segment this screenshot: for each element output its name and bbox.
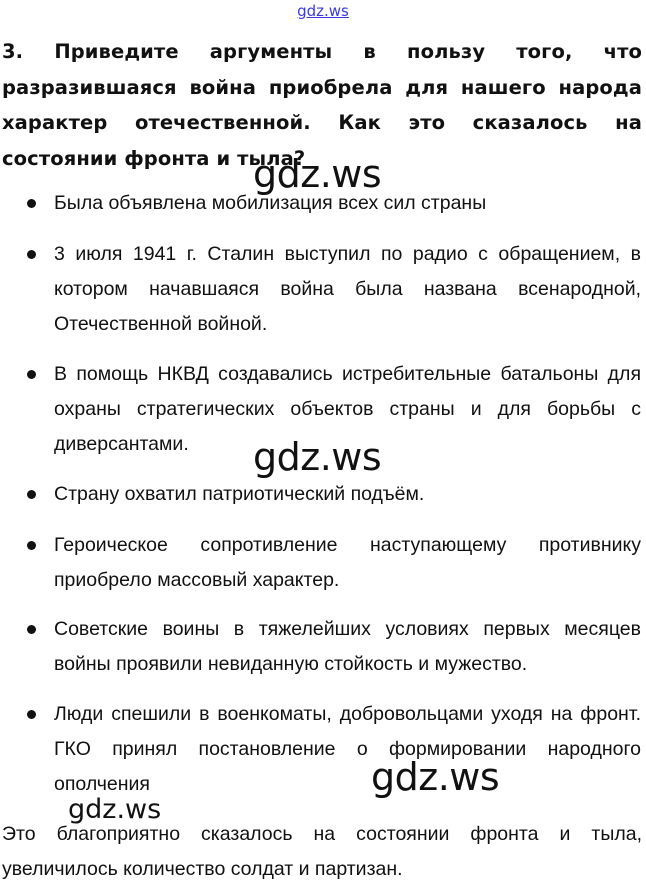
bullet-icon <box>27 199 36 208</box>
conclusion-text: Это благоприятно сказалось на состоянии фронта и тыла, увеличилось количество солдат и партизан. <box>2 823 642 880</box>
list-item-text: 3 июля 1941 г. Сталин выступил по радио с обращением, в котором начавшаяся война была названа всенародной, Отечественной войной. <box>54 243 641 335</box>
bullet-icon <box>27 541 36 550</box>
list-item-text: Героическое сопротивление наступающему противнику приобрело массовый характер. <box>54 534 641 591</box>
list-item-text: В помощь НКВД создавались истребительные батальоны для охраны стратегических объектов страны и для борьбы с диверсантами. <box>54 363 641 455</box>
list-item <box>54 612 641 682</box>
bullet-icon <box>27 710 36 719</box>
bullet-icon <box>27 370 36 379</box>
list-item-text: Советские воины в тяжелейших условиях первых месяцев войны проявили невиданную стойкость и мужество. <box>54 618 641 675</box>
watermark-1: gdz.ws <box>253 152 382 196</box>
watermark-2: gdz.ws <box>253 435 382 479</box>
watermark-4: gdz.ws <box>68 794 162 825</box>
list-item-text: Страну охватил патриотический подъём. <box>54 483 425 505</box>
list-item <box>54 186 641 221</box>
list-item <box>54 477 641 512</box>
list-item <box>54 528 641 598</box>
question-text: 3. Приведите аргументы в пользу того, что разразившаяся война приобрела для нашего народа характер отечественной. Как это сказалось на состоянии фронта и тыла? <box>2 40 642 170</box>
watermark-3: gdz.ws <box>371 755 500 799</box>
list-item <box>54 237 641 342</box>
bullet-icon <box>27 625 36 634</box>
watermark-top: gdz.ws <box>297 2 349 20</box>
bullet-icon <box>27 490 36 499</box>
bullet-icon <box>27 250 36 259</box>
list-item-text: Была объявлена мобилизация всех сил страны <box>54 192 487 214</box>
list-item-text: Люди спешили в военкоматы, добровольцами уходя на фронт. ГКО принял постановление о формировании народного ополчения <box>54 703 641 795</box>
list-item <box>54 697 641 802</box>
